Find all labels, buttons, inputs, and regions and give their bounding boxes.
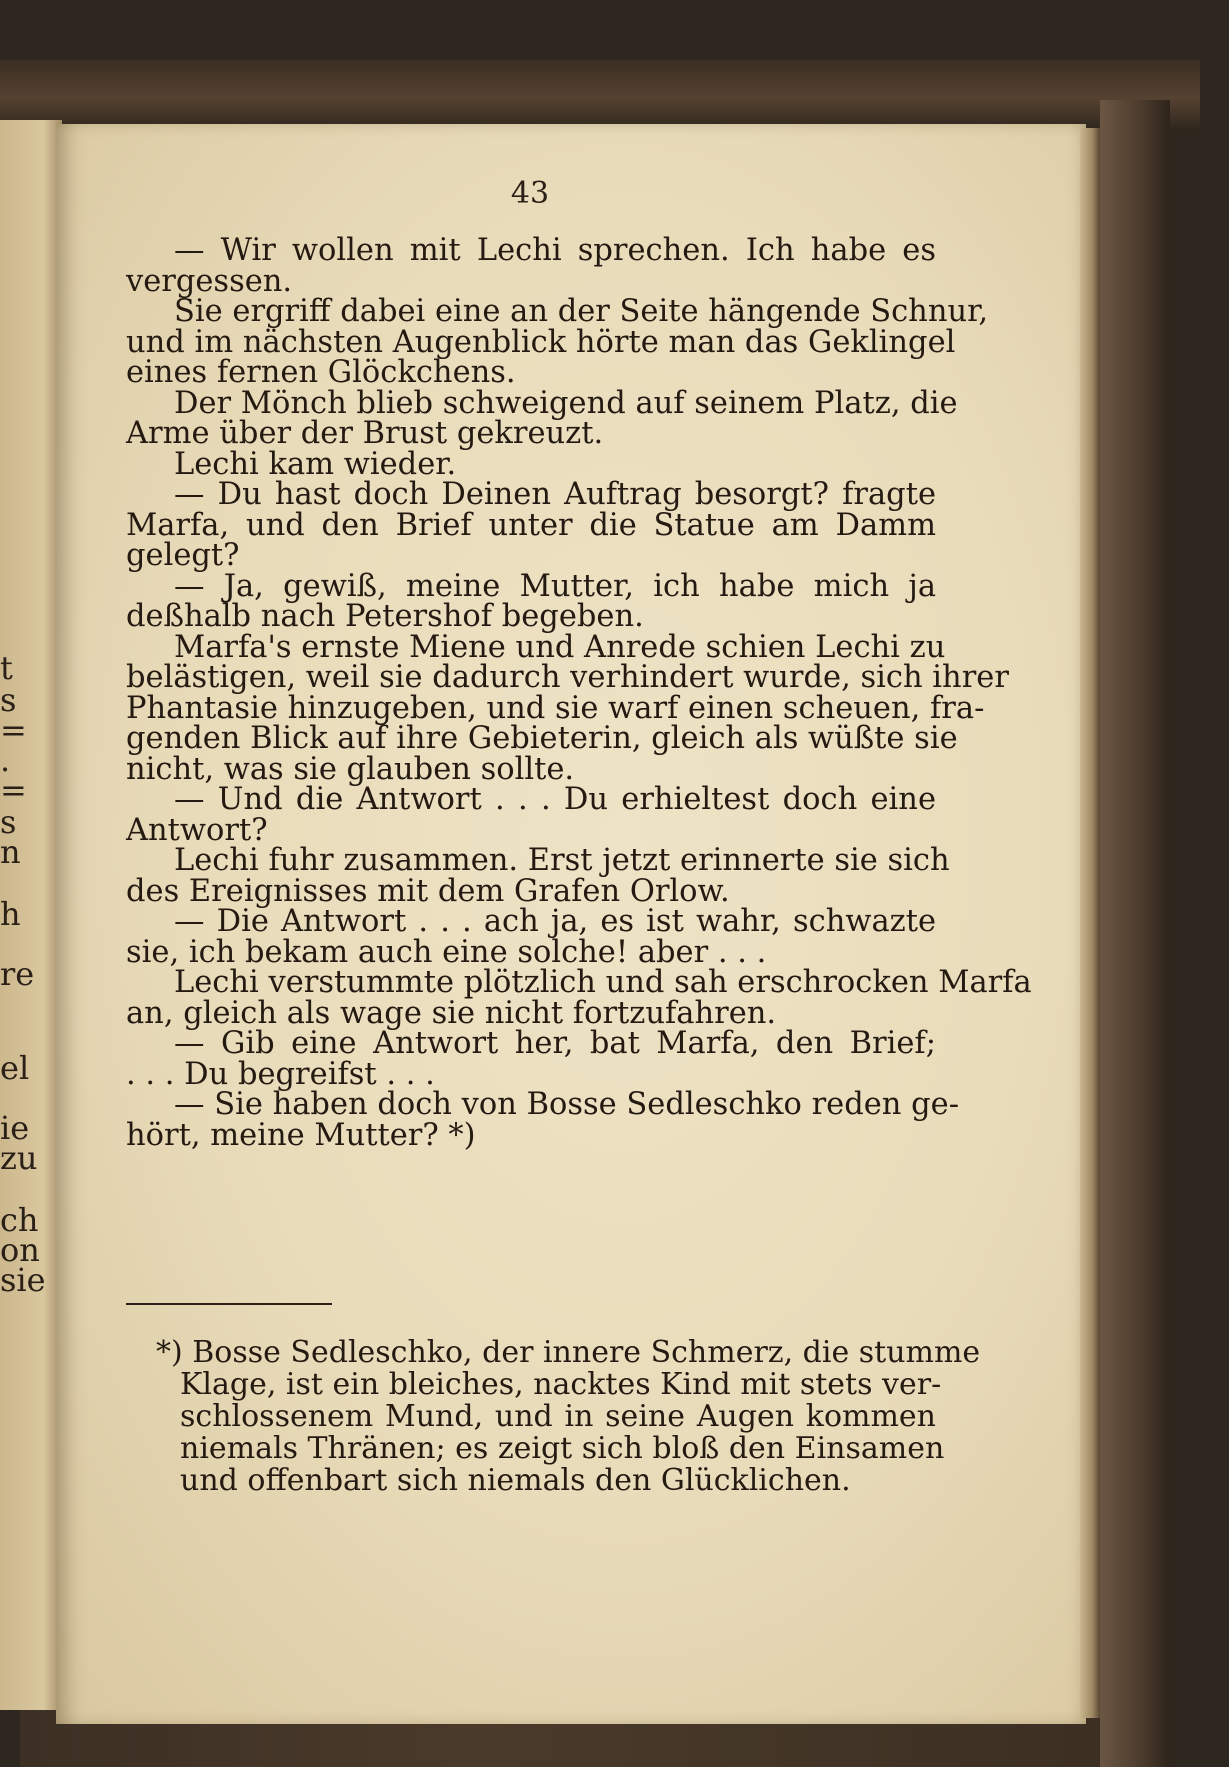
footnote-line: und offenbart sich niemals den Glücklichen. (180, 1463, 851, 1498)
facing-page-letter: re (0, 955, 35, 993)
text-line: belästigen, weil sie dadurch verhindert wurde, sich ihrer (126, 660, 1009, 695)
text-line: Antwort? (126, 812, 268, 848)
text-line: nicht, was sie glauben sollte. (126, 751, 575, 787)
text-line: genden Blick auf ihre Gebieterin, gleich als wüßte sie (126, 721, 958, 756)
text-line: — Ja, gewiß, meine Mutter, ich habe mich ja (174, 568, 936, 604)
text-line: sie, ich bekam auch eine solche! aber . . . (126, 934, 767, 970)
text-line: . . . Du begreifst . . . (126, 1056, 435, 1092)
facing-page-letter: . (0, 741, 11, 779)
text-line: — Und die Antwort . . . Du erhieltest doch eine (174, 782, 936, 817)
text-line: — Gib eine Antwort her, bat Marfa, den Brief; (174, 1026, 936, 1061)
facing-page-letter: = (0, 711, 27, 749)
facing-page-fragment (0, 120, 62, 1710)
facing-page-letter: sie (0, 1261, 46, 1299)
facing-page-letter: s (0, 681, 17, 719)
text-line: — Du hast doch Deinen Auftrag besorgt? fragte (174, 477, 936, 512)
facing-page-letter: = (0, 771, 27, 809)
text-line: — Die Antwort . . . ach ja, es ist wahr, schwazte (174, 904, 936, 939)
footnote-line: niemals Thränen; es zeigt sich bloß den Einsamen (180, 1431, 945, 1466)
facing-page-letter: zu (0, 1139, 38, 1177)
text-line: an, gleich als wage sie nicht fortzufahren. (126, 995, 777, 1031)
text-line: vergessen. (126, 263, 293, 299)
facing-page-letter: ie (0, 1109, 30, 1147)
text-line: Lechi verstummte plötzlich und sah erschrocken Marfa (174, 965, 1032, 1000)
facing-page-letter: h (0, 895, 21, 933)
page-stack-edge (1080, 128, 1100, 1718)
text-line: Marfa, und den Brief unter die Statue am Damm (126, 507, 936, 543)
text-line: eines fernen Glöckchens. (126, 355, 516, 390)
text-line: des Ereignisses mit dem Grafen Orlow. (126, 873, 730, 909)
footnote-line: *) Bosse Sedleschko, der innere Schmerz, die stumme (156, 1335, 981, 1370)
facing-page-letter: el (0, 1049, 30, 1087)
facing-page-letter: n (0, 833, 21, 871)
page-number: 43 (510, 176, 550, 211)
text-line: Lechi fuhr zusammen. Erst jetzt erinnerte sie sich (174, 843, 950, 878)
facing-page-letter: s (0, 803, 17, 841)
text-line: Marfa's ernste Miene und Anrede schien Lechi zu (174, 629, 946, 665)
text-line: — Sie haben doch von Bosse Sedleschko reden ge- (174, 1087, 960, 1122)
facing-page-letter: ch (0, 1201, 39, 1239)
text-line: und im nächsten Augenblick hörte man das Geklingel (126, 324, 956, 360)
facing-page-letter: t (0, 649, 13, 687)
footnote-line: Klage, ist ein bleiches, nacktes Kind mit stets ver- (180, 1367, 942, 1402)
body-text (126, 233, 1032, 1153)
text-line: Sie ergriff dabei eine an der Seite hängende Schnur, (174, 294, 989, 329)
book-cover-right-edge (1100, 100, 1170, 1767)
text-line: Arme über der Brust gekreuzt. (126, 416, 604, 451)
footnote-separator (126, 1303, 332, 1305)
text-line: hört, meine Mutter? *) (126, 1117, 476, 1153)
footnote (156, 1335, 981, 1498)
text-line: gelegt? (126, 538, 240, 573)
text-line: Lechi kam wieder. (174, 446, 457, 482)
book-cover-top-edge (0, 60, 1200, 130)
text-line: Der Mönch blieb schweigend auf seinem Platz, die (174, 385, 958, 421)
facing-page-letter: on (0, 1231, 40, 1269)
text-line: deßhalb nach Petershof begeben. (126, 599, 644, 634)
text-line: Phantasie hinzugeben, und sie warf einen scheuen, fra- (126, 690, 985, 726)
footnote-line: schlossenem Mund, und in seine Augen kommen (180, 1399, 936, 1434)
text-line: — Wir wollen mit Lechi sprechen. Ich habe es (174, 233, 936, 268)
